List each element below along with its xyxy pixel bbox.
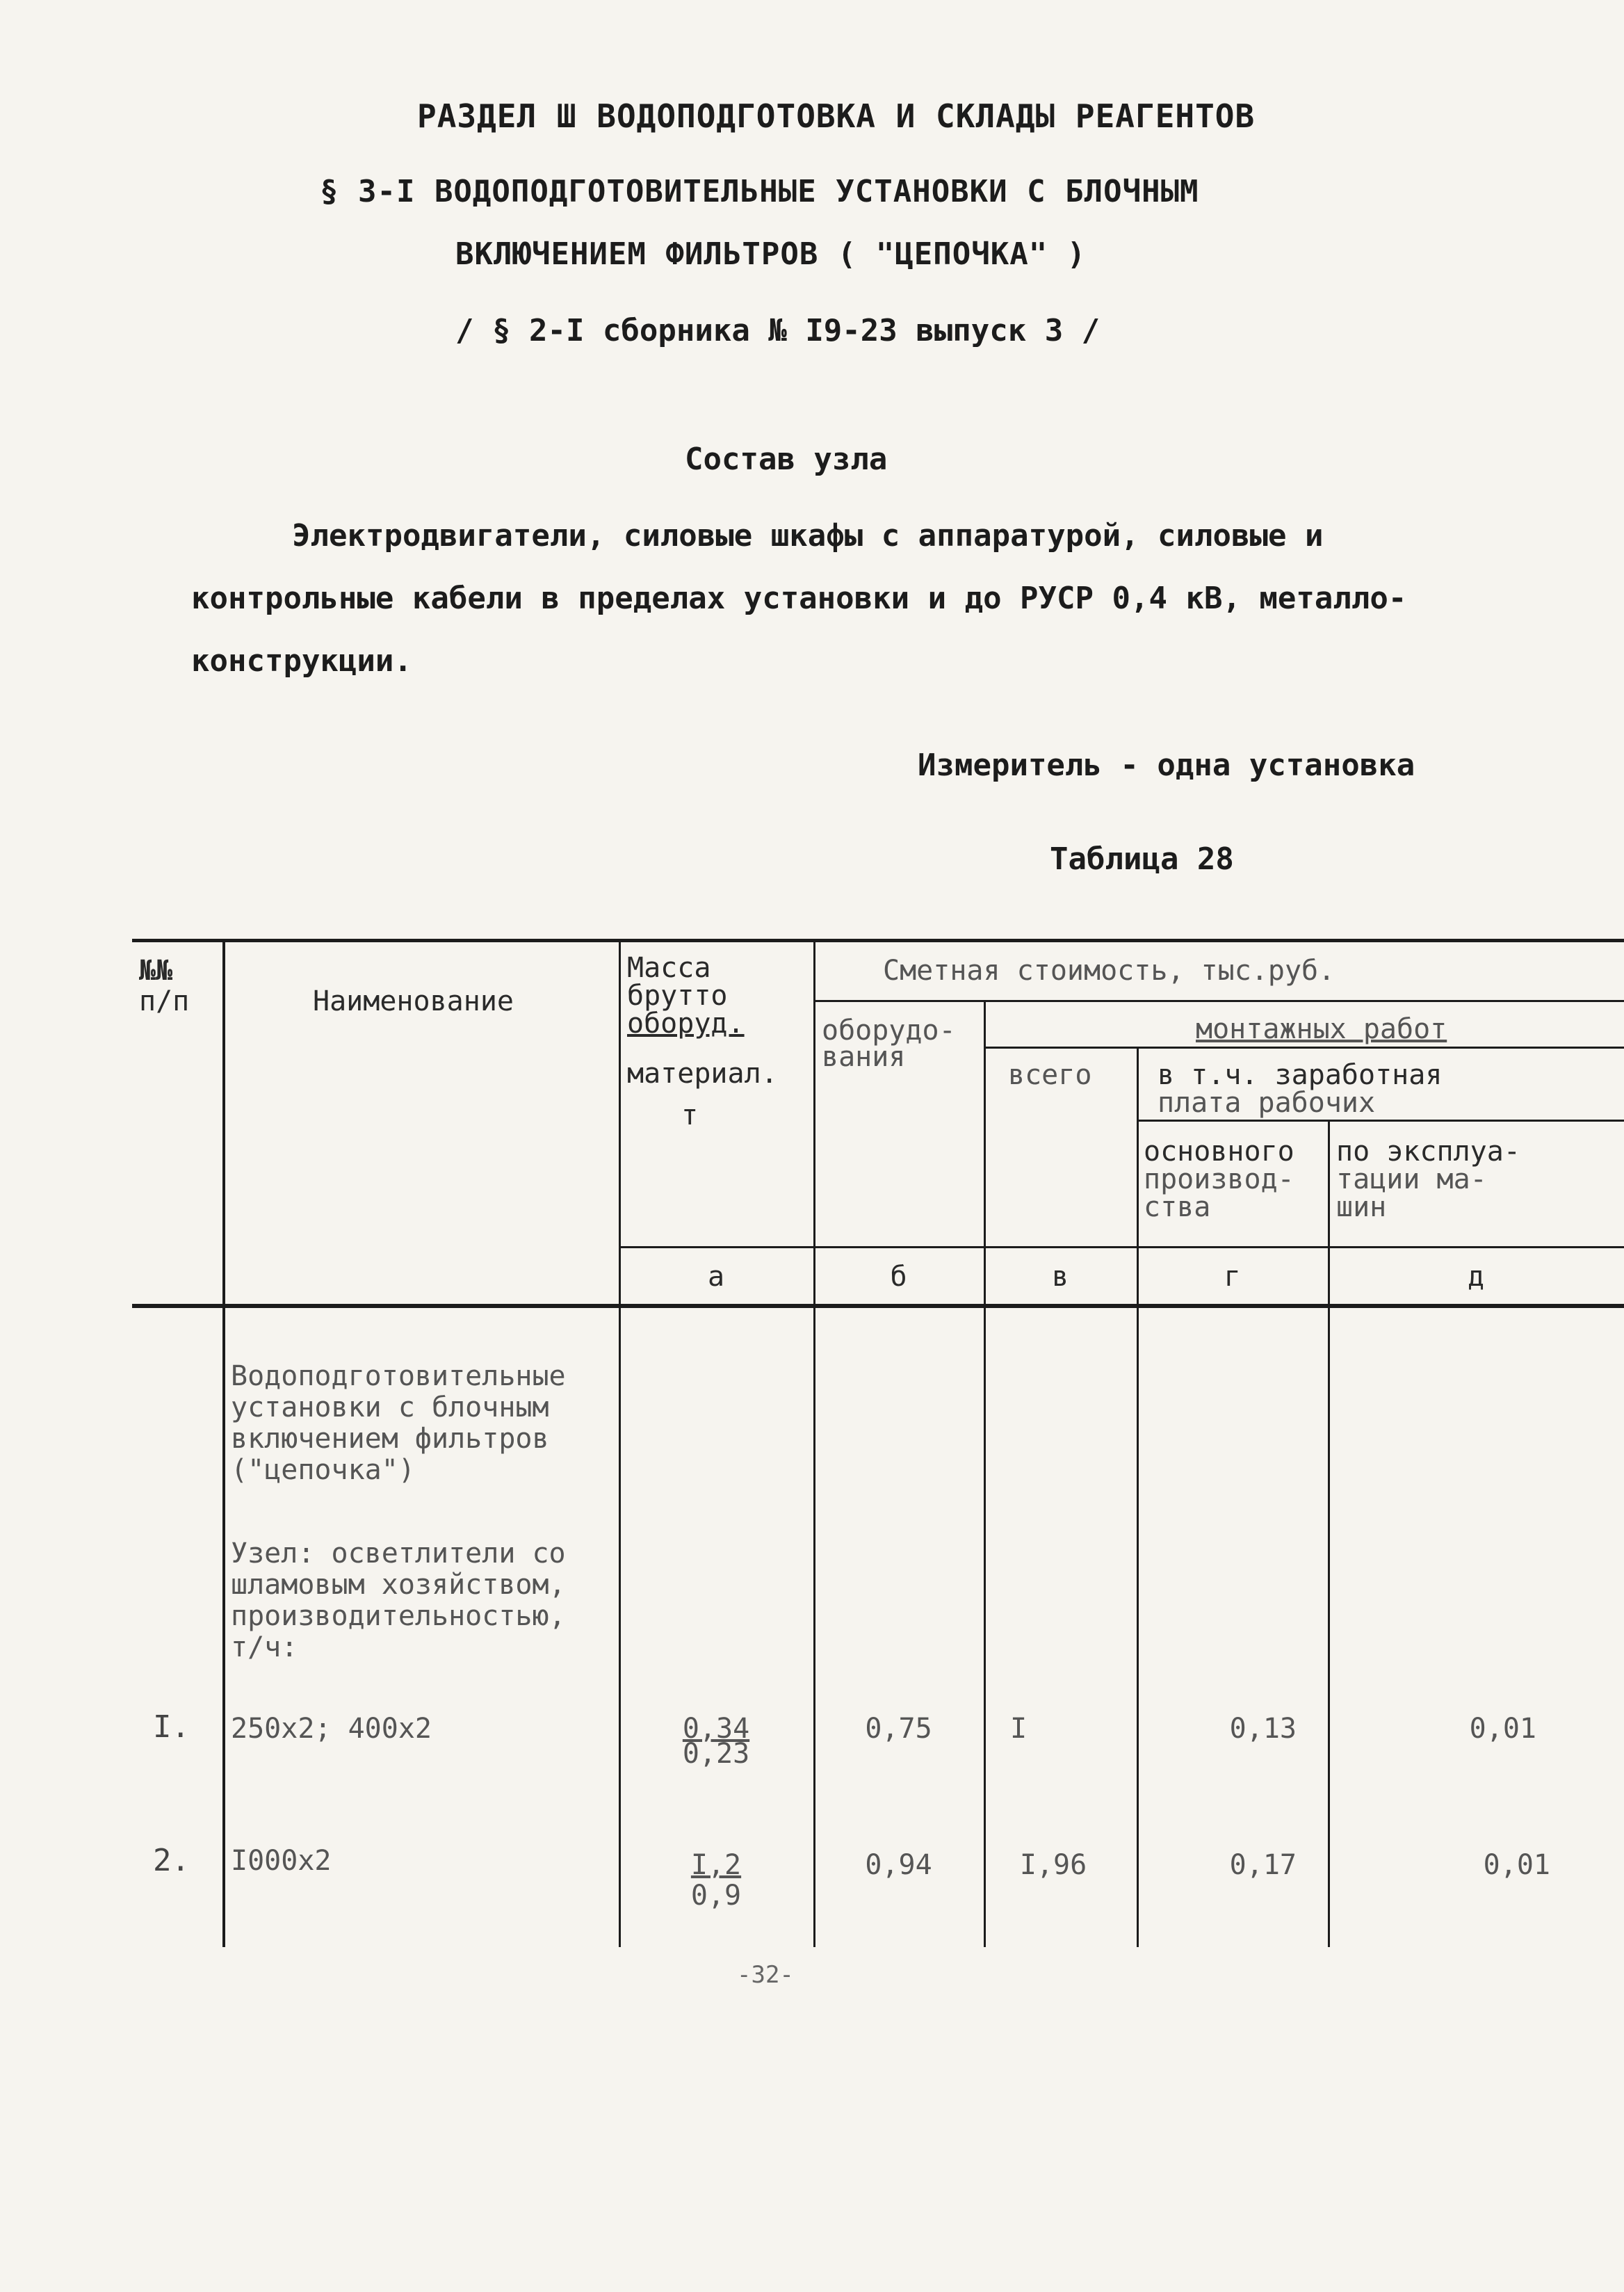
row2-mass-equipment: I,2 bbox=[690, 1849, 742, 1881]
col-letter-d: д bbox=[1467, 1261, 1485, 1293]
paragraph-heading-line1: § 3-I ВОДОПОДГОТОВИТЕЛЬНЫЕ УСТАНОВКИ С БЛОЧНЫМ bbox=[320, 174, 1199, 209]
row1-total: I bbox=[1009, 1713, 1028, 1745]
header-install-title: монтажных работ bbox=[1196, 1013, 1447, 1045]
composition-title: Состав узла bbox=[685, 442, 888, 477]
group-title-2: установки с блочным bbox=[231, 1391, 549, 1423]
header-cost-title: Сметная стоимость, тыс.руб. bbox=[883, 955, 1335, 987]
row2-mass-material: 0,9 bbox=[690, 1880, 742, 1912]
header-name: Наименование bbox=[313, 985, 514, 1017]
header-wage-1: в т.ч. заработная bbox=[1158, 1059, 1443, 1091]
header-mass-4: материал. bbox=[627, 1058, 778, 1090]
header-machines-3: шин bbox=[1336, 1191, 1387, 1223]
col-letter-a: а bbox=[707, 1261, 725, 1293]
row1-mass-material: 0,23 bbox=[682, 1738, 750, 1770]
header-main-1: основного bbox=[1144, 1136, 1294, 1168]
composition-text-line1: Электродвигатели, силовые шкафы с аппаратурой, силовые и bbox=[292, 518, 1324, 554]
header-machines-2: тации ма- bbox=[1336, 1163, 1487, 1195]
header-main-3: ства bbox=[1144, 1191, 1211, 1223]
header-main-2: производ- bbox=[1144, 1163, 1294, 1195]
row2-total: I,96 bbox=[1019, 1849, 1087, 1881]
header-equipment-1: оборудо- bbox=[822, 1015, 956, 1047]
row1-main: 0,13 bbox=[1229, 1713, 1297, 1745]
meter-text: Измеритель - одна установка bbox=[918, 748, 1415, 783]
paragraph-heading-line2: ВКЛЮЧЕНИЕМ ФИЛЬТРОВ ( "ЦЕПОЧКА" ) bbox=[455, 236, 1087, 272]
header-mass-2: брутто bbox=[627, 980, 728, 1012]
col-letter-g: г bbox=[1224, 1261, 1241, 1293]
row1-machines: 0,01 bbox=[1469, 1713, 1536, 1745]
row2-equipment: 0,94 bbox=[865, 1849, 932, 1881]
composition-text-line3: конструкции. bbox=[191, 643, 412, 679]
group-title-1: Водоподготовительные bbox=[231, 1360, 566, 1392]
col-divider-6 bbox=[1328, 1120, 1330, 1947]
header-num-2: п/п bbox=[139, 985, 190, 1017]
node-title-1: Узел: осветлители со bbox=[231, 1538, 566, 1569]
header-num-1: №№ bbox=[139, 955, 173, 987]
composition-text-line2: контрольные кабели в пределах установки и до РУСР 0,4 кВ, металло- bbox=[191, 581, 1407, 616]
group-title-4: ("цепочка") bbox=[231, 1454, 415, 1486]
col-divider-5 bbox=[1137, 1047, 1139, 1947]
col-divider-3 bbox=[813, 939, 815, 1947]
row1-name: 250х2; 400х2 bbox=[231, 1713, 432, 1745]
node-title-4: т/ч: bbox=[231, 1631, 298, 1663]
col-divider-4 bbox=[984, 1000, 986, 1947]
row2-name: I000х2 bbox=[231, 1845, 332, 1877]
letters-top-line bbox=[619, 1246, 1624, 1248]
header-mass-3: оборуд. bbox=[627, 1008, 745, 1040]
header-equipment-2: вания bbox=[822, 1041, 906, 1073]
row1-num: I. bbox=[153, 1709, 190, 1745]
col-letter-b: б bbox=[890, 1261, 907, 1293]
table-top-border bbox=[132, 939, 1624, 942]
reference-line: / § 2-I сборника № I9-23 выпуск 3 / bbox=[455, 313, 1101, 348]
header-wage-2: плата рабочих bbox=[1158, 1087, 1376, 1119]
row2-machines: 0,01 bbox=[1483, 1849, 1550, 1881]
section-heading: РАЗДЕЛ Ш ВОДОПОДГОТОВКА И СКЛАДЫ РЕАГЕНТОВ bbox=[417, 97, 1256, 135]
wage-subheader-line bbox=[1137, 1120, 1624, 1122]
header-machines-1: по эксплуа- bbox=[1336, 1136, 1520, 1168]
row1-mass-equipment: 0,34 bbox=[682, 1713, 750, 1745]
install-subheader-line bbox=[984, 1047, 1624, 1049]
header-bottom-border bbox=[132, 1304, 1624, 1308]
col-divider-2 bbox=[619, 939, 621, 1947]
node-title-3: производительностью, bbox=[231, 1600, 566, 1632]
row2-main: 0,17 bbox=[1229, 1849, 1297, 1881]
cost-table bbox=[132, 939, 1624, 1947]
cost-subheader-line bbox=[813, 1000, 1624, 1002]
group-title-3: включением фильтров bbox=[231, 1423, 549, 1455]
col-divider-1 bbox=[222, 939, 225, 1947]
row1-equipment: 0,75 bbox=[865, 1713, 932, 1745]
col-letter-v: в bbox=[1051, 1261, 1069, 1293]
row2-num: 2. bbox=[153, 1843, 190, 1878]
header-mass-5: т bbox=[681, 1099, 699, 1131]
header-total: всего bbox=[1008, 1059, 1092, 1091]
header-mass-1: Масса bbox=[627, 952, 711, 984]
page-number: -32- bbox=[737, 1961, 794, 1989]
node-title-2: шламовым хозяйством, bbox=[231, 1569, 566, 1601]
table-label: Таблица 28 bbox=[1050, 841, 1234, 877]
